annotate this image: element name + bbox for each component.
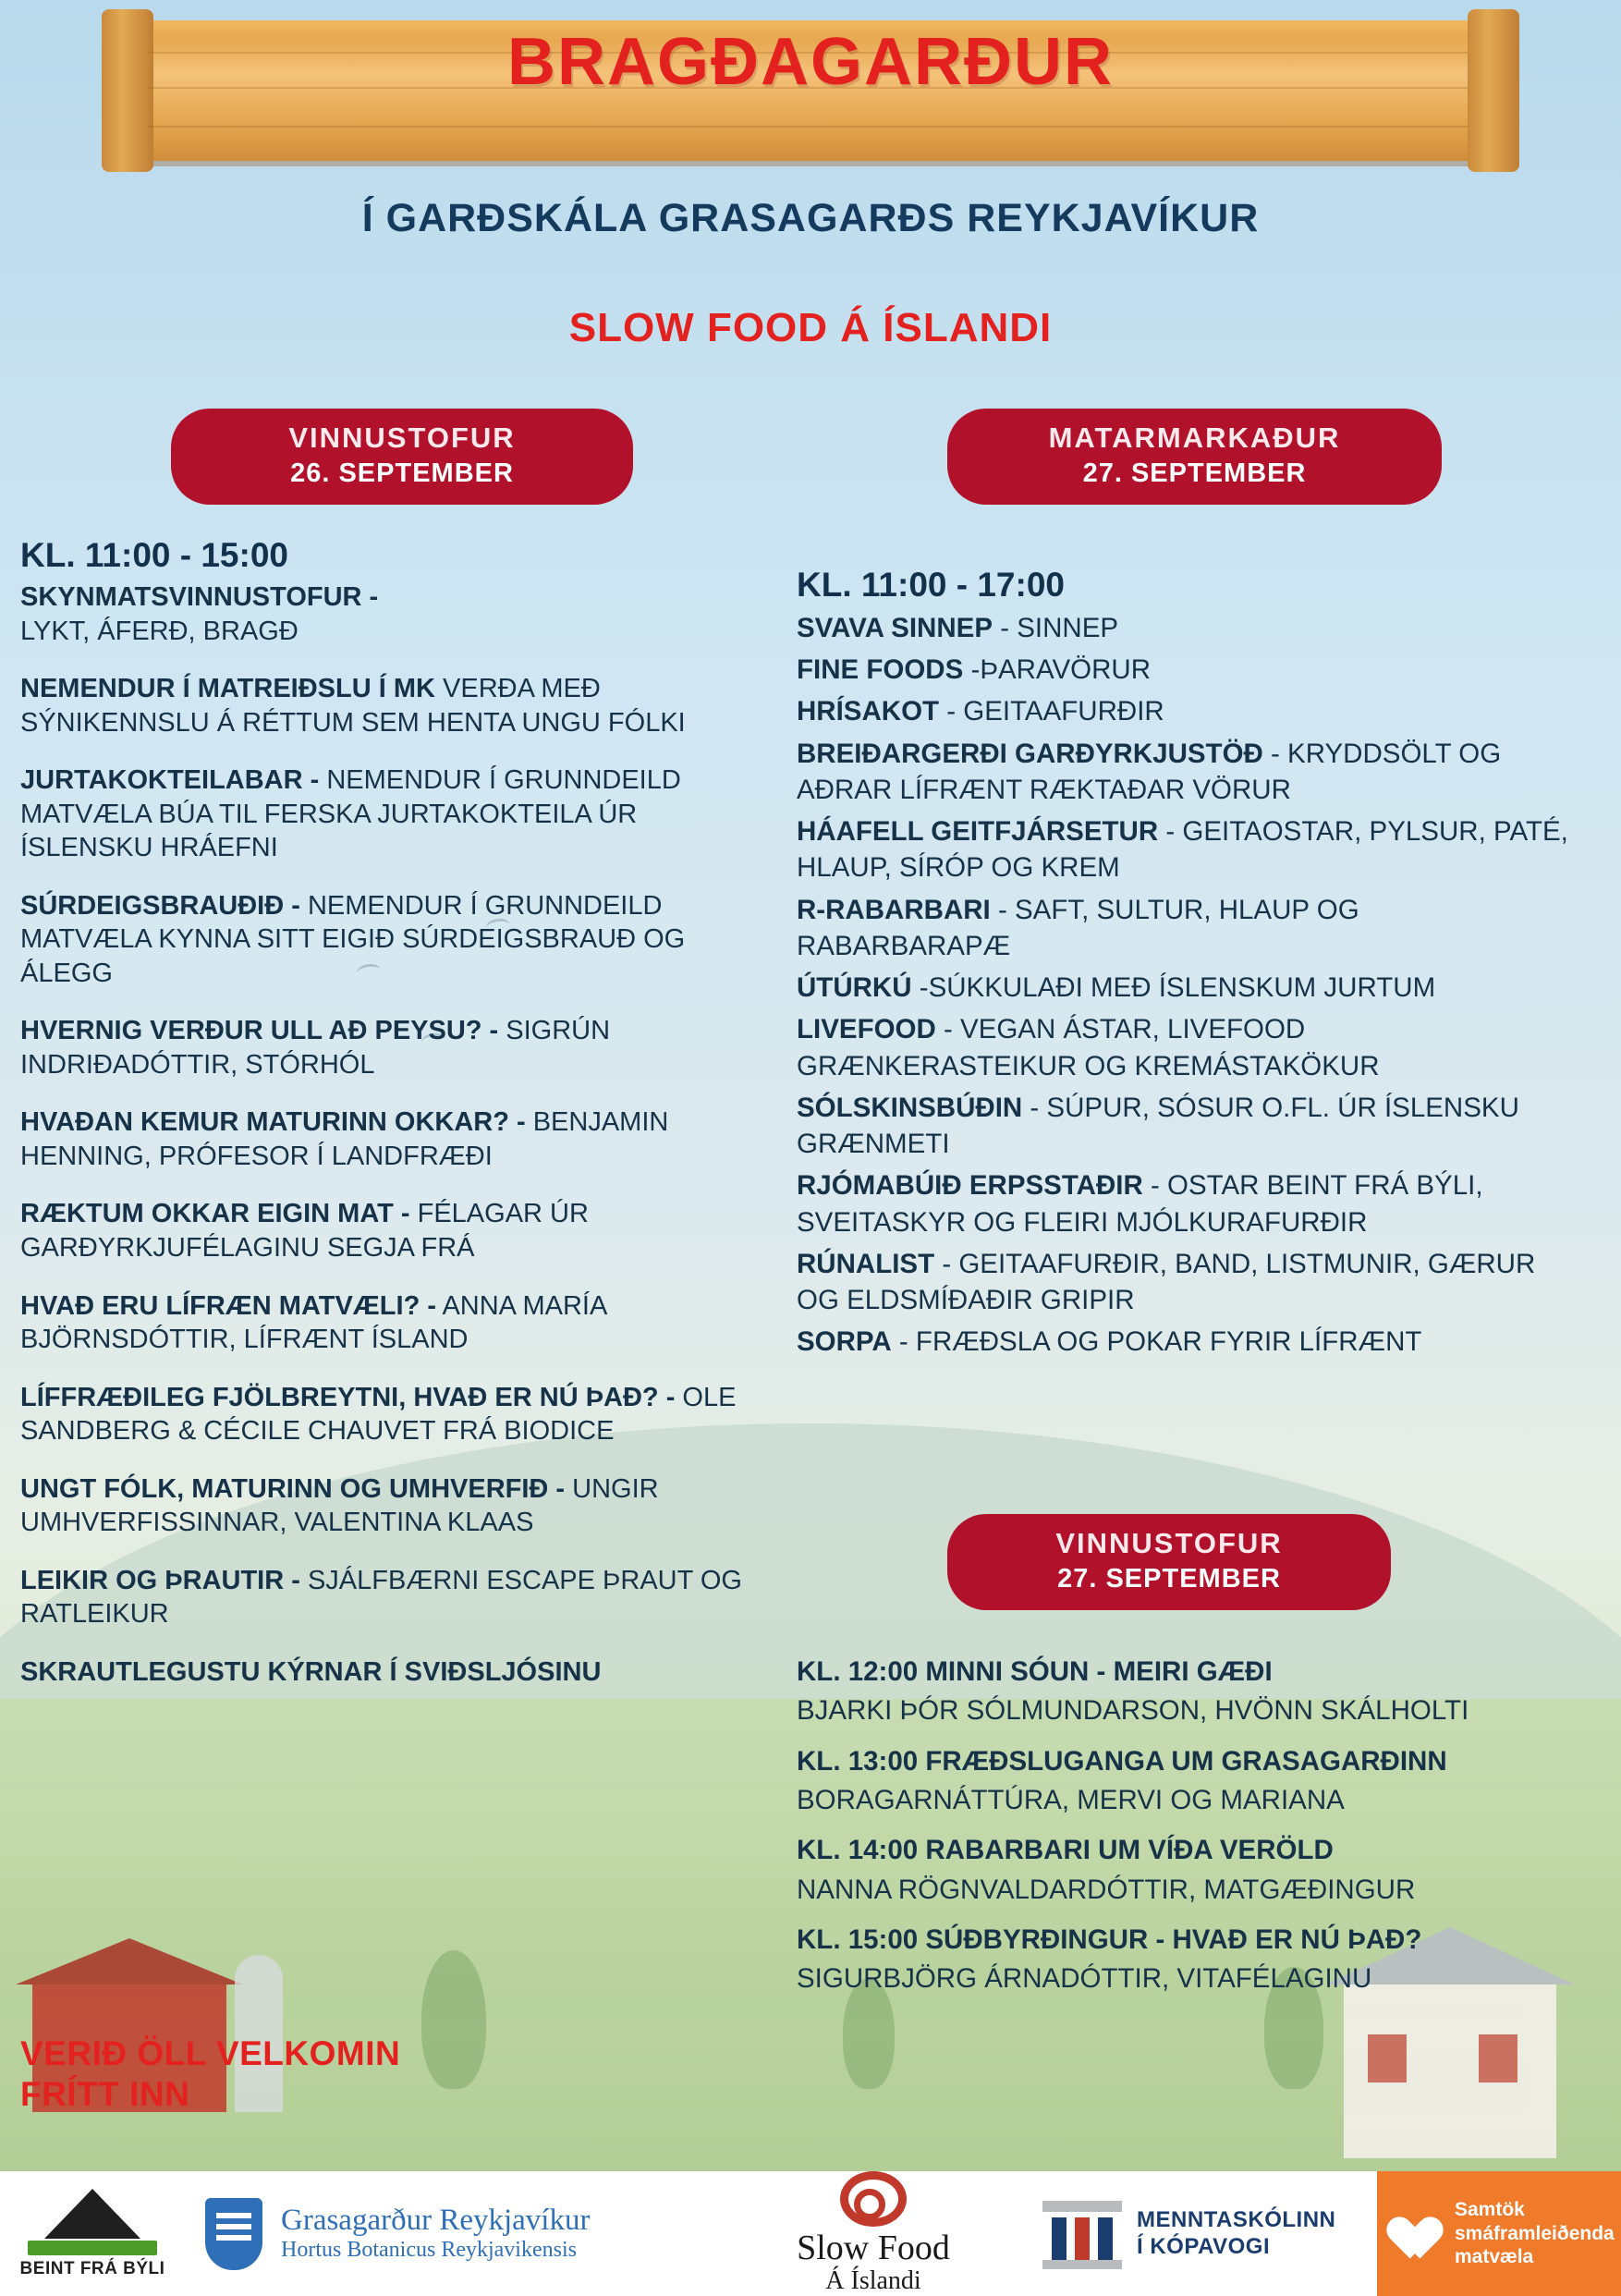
entry-title: SKRAUTLEGUSTU KÝRNAR Í SVIÐSLJÓSINU — [20, 1656, 602, 1687]
entry-presenter: NANNA RÖGNVALDARDÓTTIR, MATGÆÐINGUR — [797, 1874, 1416, 1905]
entry-title: KL. 13:00 FRÆÐSLUGANGA UM GRASAGARÐINN — [797, 1745, 1447, 1777]
list-item — [797, 892, 1573, 964]
sponsor-label: MENNTASKÓLINN — [1137, 2206, 1336, 2232]
list-item — [797, 736, 1573, 808]
vendor-name: ÚTÚRKÚ — [797, 972, 912, 1004]
vendor-detail: - SINNEP — [993, 613, 1119, 643]
vendor-detail: - FRÆÐSLA OG POKAR FYRIR LÍFRÆNT — [891, 1326, 1422, 1358]
pill-line-2: 27. SEPTEMBER — [1082, 458, 1307, 488]
sponsor-bar — [0, 2171, 1621, 2296]
section-heading-workshops-27 — [947, 1514, 1391, 1610]
list-item — [797, 1324, 1573, 1360]
vendor-detail: - OSTAR BEINT FRÁ BÝLI, SVEITASKYR OG FLEIRI MJÓLKURAFURÐIR — [797, 1170, 1483, 1238]
entry-detail: SIGRÚN INDRIÐADÓTTIR, STÓRHÓL — [20, 1016, 611, 1080]
sponsor-logo-menntaskolinn — [1026, 2171, 1377, 2296]
list-item — [797, 1923, 1582, 1958]
pill-line-1: VINNUSTOFUR — [288, 421, 516, 454]
vendor-name: SÓLSKINSBÚÐIN — [797, 1092, 1023, 1123]
entry-title: LÍFFRÆÐILEG FJÖLBREYTNI, HVAÐ ER NÚ ÞAÐ? - — [20, 1382, 676, 1412]
list-item — [797, 693, 1573, 729]
list-item — [20, 580, 769, 648]
page-subtitle: Í GARÐSKÁLA GRASAGARÐS REYKJAVÍKUR — [361, 196, 1260, 240]
list-item — [20, 1289, 769, 1357]
sponsor-sublabel: Í KÓPAVOGI — [1137, 2233, 1271, 2259]
entry-detail: OLE SANDBERG & CÉCILE CHAUVET FRÁ BIODICE — [20, 1382, 737, 1447]
list-item — [797, 970, 1573, 1006]
list-item — [797, 1744, 1582, 1779]
list-item — [797, 1011, 1573, 1083]
sponsor-logo-grasagardur — [185, 2171, 721, 2296]
pill-line-1: VINNUSTOFUR — [1055, 1527, 1283, 1559]
vendor-detail: - GEITAAFURÐIR, BAND, LISTMUNIR, GÆRUR OG ELDSMÍÐAÐIR GRIPIR — [797, 1248, 1536, 1315]
list-item — [20, 1014, 769, 1081]
vendor-detail: -ÞARAVÖRUR — [963, 654, 1151, 686]
market-27-list — [797, 566, 1573, 1365]
roof-shape — [1042, 2201, 1122, 2212]
crest-icon — [205, 2198, 262, 2270]
vendor-name: LIVEFOOD — [797, 1014, 936, 1045]
vendor-name: SVAVA SINNEP — [797, 613, 993, 643]
column-shape — [1075, 2217, 1090, 2260]
window-shape — [1368, 2034, 1407, 2082]
pill-line-2: 26. SEPTEMBER — [290, 458, 514, 488]
entry-title: HVAÐ ERU LÍFRÆN MATVÆLI? - — [20, 1290, 436, 1321]
pill-line-1: MATARMARKAÐUR — [1048, 421, 1341, 454]
sponsor-logo-beint-fra-byli — [0, 2171, 185, 2296]
pill-line-2: 27. SEPTEMBER — [1057, 1564, 1281, 1594]
list-item — [20, 1197, 769, 1264]
entry-detail: NEMENDUR Í GRUNNDEILD MATVÆLA KYNNA SITT EIGIÐ SÚRDEIGSBRAUÐ OG ÁLEGG — [20, 890, 686, 988]
vendor-name: BREIÐARGERÐI GARÐYRKJUSTÖÐ — [797, 738, 1263, 769]
entry-title: UNGT FÓLK, MATURINN OG UMHVERFIÐ - — [20, 1473, 566, 1504]
sponsor-sublabel: Á Íslandi — [825, 2266, 921, 2296]
entry-title: SÚRDEIGSBRAUÐIÐ - — [20, 890, 300, 921]
list-item — [797, 652, 1573, 688]
list-item — [20, 1472, 769, 1540]
entry-title: SKYNMATSVINNUSTOFUR - — [20, 582, 379, 612]
sponsor-label: BEINT FRÁ BÝLI — [19, 2258, 165, 2278]
vendor-detail: - GEITAOSTAR, PYLSUR, PATÉ, HLAUP, SÍRÓP OG KREM — [797, 816, 1568, 884]
entry-presenter: SIGURBJÖRG ÁRNADÓTTIR, VITAFÉLAGINU — [797, 1963, 1372, 1995]
sponsor-logo-slow-food — [721, 2171, 1026, 2296]
entry-detail: NEMENDUR Í GRUNNDEILD MATVÆLA BÚA TIL FERSKA JURTAKOKTEILA ÚR ÍSLENSKU HRÁEFNI — [20, 765, 681, 863]
snail-icon — [840, 2171, 907, 2227]
section-heading-workshops-26 — [171, 409, 633, 505]
list-item — [20, 1655, 769, 1690]
list-item — [20, 1381, 769, 1448]
sponsor-label: Samtök smáframleiðenda matvæla — [1455, 2199, 1615, 2268]
column-shape — [1052, 2217, 1066, 2260]
entry-detail: VERÐA MEÐ SÝNIKENNSLU Á RÉTTUM SEM HENTA UNGU FÓLKI — [20, 674, 686, 738]
entry-title: LEIKIR OG ÞRAUTIR - — [20, 1565, 300, 1595]
heart-icon — [1390, 2207, 1444, 2261]
entry-title: HVAÐAN KEMUR MATURINN OKKAR? - — [20, 1107, 526, 1138]
entry-title: KL. 15:00 SÚÐBYRÐINGUR - HVAÐ ER NÚ ÞAÐ? — [797, 1924, 1422, 1956]
vendor-detail: - VEGAN ÁSTAR, LIVEFOOD GRÆNKERASTEIKUR OG KREMÁSTAKÖKUR — [797, 1014, 1380, 1081]
list-item — [20, 1105, 769, 1173]
list-item — [20, 672, 769, 739]
list-item — [20, 889, 769, 991]
market-27-time: KL. 11:00 - 17:00 — [797, 566, 1065, 604]
entry-title: KL. 14:00 RABARBARI UM VÍÐA VERÖLD — [797, 1835, 1334, 1866]
welcome-line-1: VERIÐ ÖLL VELKOMIN — [20, 2034, 401, 2072]
list-item — [797, 1167, 1573, 1240]
workshops-26-list — [20, 536, 769, 1713]
list-item — [797, 1090, 1573, 1162]
list-item — [20, 763, 769, 865]
mountain-icon — [44, 2189, 140, 2239]
column-shape — [1098, 2217, 1113, 2260]
entry-detail: ANNA MARÍA BJÖRNSDÓTTIR, LÍFRÆNT ÍSLAND — [20, 1290, 606, 1355]
vendor-detail: -SÚKKULAÐI MEÐ ÍSLENSKUM JURTUM — [911, 972, 1436, 1004]
sponsor-label: Slow Food — [797, 2229, 950, 2268]
entry-detail: FÉLAGAR ÚR GARÐYRKJUFÉLAGINU SEGJA FRÁ — [20, 1199, 589, 1263]
workshops-27-list — [797, 1655, 1582, 2012]
grass-icon — [28, 2241, 157, 2255]
sponsor-label: Grasagarður Reykjavíkur — [281, 2203, 591, 2237]
tree-icon — [421, 1950, 486, 2089]
vendor-name: RJÓMABÚIÐ ERPSSTAÐIR — [797, 1170, 1143, 1202]
window-shape — [1479, 2034, 1517, 2082]
vendor-name: HRÍSAKOT — [797, 696, 940, 727]
vendor-name: FINE FOODS — [797, 654, 964, 686]
page-title: BRAGÐAGARÐUR — [507, 25, 1114, 99]
section-heading-market-27 — [947, 409, 1442, 505]
list-item — [20, 1564, 769, 1631]
sponsor-logo-samtok — [1377, 2171, 1621, 2296]
vendor-name: R-RABARBARI — [797, 894, 991, 925]
vendor-detail: - SÚPUR, SÓSUR O.FL. ÚR ÍSLENSKU GRÆNMETI — [797, 1092, 1519, 1160]
entry-title: NEMENDUR Í MATREIÐSLU Í MK — [20, 674, 435, 704]
vendor-detail: - SAFT, SULTUR, HLAUP OG RABARBARAPÆ — [797, 894, 1359, 961]
list-item — [797, 813, 1573, 885]
entry-title: JURTAKOKTEILABAR - — [20, 765, 320, 796]
entry-detail: BENJAMIN HENNING, PRÓFESOR Í LANDFRÆÐI — [20, 1107, 669, 1171]
entry-presenter: BORAGARNÁTTÚRA, MERVI OG MARIANA — [797, 1785, 1345, 1816]
entry-title: HVERNIG VERÐUR ULL AÐ PEYSU? - — [20, 1016, 499, 1046]
list-item — [797, 1246, 1573, 1318]
vendor-name: RÚNALIST — [797, 1248, 935, 1279]
entry-presenter: BJARKI ÞÓR SÓLMUNDARSON, HVÖNN SKÁLHOLTI — [797, 1695, 1469, 1727]
list-item — [797, 1655, 1582, 1690]
columns-icon — [1042, 2199, 1122, 2269]
vendor-name: SORPA — [797, 1326, 892, 1358]
vendor-detail: - GEITAAFURÐIR — [939, 696, 1164, 727]
vendor-detail: - KRYDDSÖLT OG AÐRAR LÍFRÆNT RÆKTAÐAR VÖRUR — [797, 738, 1502, 805]
welcome-note — [20, 2033, 400, 2114]
entry-title: RÆKTUM OKKAR EIGIN MAT - — [20, 1199, 410, 1229]
entry-detail: UNGIR UMHVERFISSINNAR, VALENTINA KLAAS — [20, 1473, 659, 1538]
sponsor-sublabel: Hortus Botanicus Reykjavikensis — [281, 2238, 577, 2263]
entry-detail: SJÁLFBÆRNI ESCAPE ÞRAUT OG RATLEIKUR — [20, 1565, 742, 1630]
list-item — [797, 610, 1573, 646]
vendor-name: HÁAFELL GEITFJÁRSETUR — [797, 816, 1159, 848]
workshops-26-time: KL. 11:00 - 15:00 — [20, 536, 288, 574]
list-item — [797, 1833, 1582, 1868]
welcome-line-2: FRÍTT INN — [20, 2074, 190, 2113]
base-shape — [1042, 2260, 1122, 2269]
wood-grain-line — [148, 126, 1473, 128]
entry-title: KL. 12:00 MINNI SÓUN - MEIRI GÆÐI — [797, 1656, 1273, 1687]
organizer-name: SLOW FOOD Á ÍSLANDI — [568, 305, 1053, 350]
entry-detail: LYKT, ÁFERÐ, BRAGÐ — [20, 616, 299, 646]
